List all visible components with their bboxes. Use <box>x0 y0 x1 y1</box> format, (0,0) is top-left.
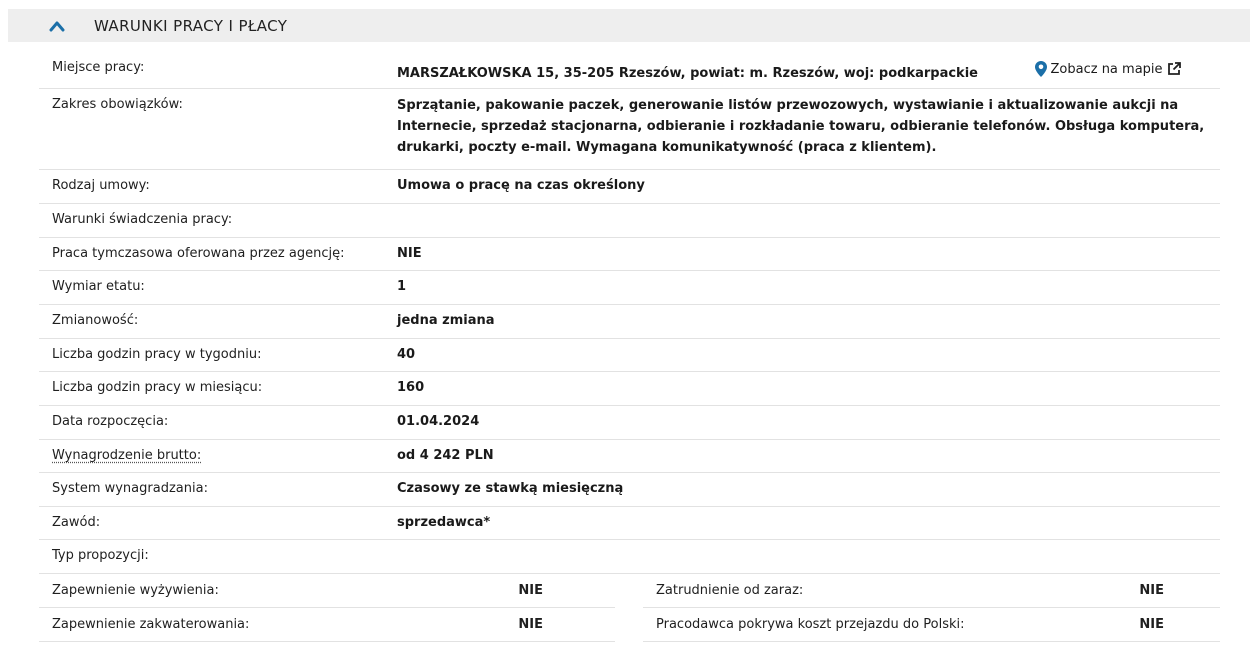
pair-value: NIE <box>1139 583 1164 598</box>
row-label: Liczba godzin pracy w tygodniu: <box>52 347 262 362</box>
row-label: Praca tymczasowa oferowana przez agencję: <box>52 246 345 261</box>
pair-value: NIE <box>1139 617 1164 632</box>
row-value: 40 <box>397 347 416 362</box>
row-temp-agency <box>39 238 1220 271</box>
row-value: Czasowy ze stawką miesięczną <box>397 481 624 496</box>
external-link-icon <box>1167 62 1181 76</box>
duties-label: Zakres obowiązków: <box>52 97 183 112</box>
row-contract-type <box>39 170 1220 204</box>
pair-label: Zapewnienie wyżywienia: <box>52 583 219 598</box>
pair-label: Zatrudnienie od zaraz: <box>656 583 804 598</box>
pairs-left <box>39 574 615 642</box>
row-label: Typ propozycji: <box>52 548 149 563</box>
row-proposal-type <box>39 540 1220 574</box>
chevron-up-icon[interactable] <box>49 18 65 34</box>
row-work-conditions <box>39 204 1220 238</box>
location-value-wrap <box>397 61 1220 81</box>
row-hours-month <box>39 372 1220 406</box>
row-salary-system <box>39 473 1220 507</box>
duties-value: Sprzątanie, pakowanie paczek, generowanie listów przewozowych, wystawianie i aktualizowanie aukcji na Internecie, sprzedaż stacjonarna, odbieranie i rozkładanie towaru, odbieranie telefonów. Obsługa komputera, drukarki, poczty e-mail. Wymagana komunikatywność (praca z klientem). <box>397 98 1205 155</box>
row-duties <box>39 89 1220 170</box>
row-label: Liczba godzin pracy w miesiącu: <box>52 380 263 395</box>
row-value: 01.04.2024 <box>397 414 480 429</box>
row-value: 160 <box>397 380 425 395</box>
row-hours-week <box>39 339 1220 372</box>
pair-item <box>39 608 615 642</box>
pairs-right <box>643 574 1220 642</box>
pair-item <box>39 574 615 608</box>
pair-value: NIE <box>518 617 543 632</box>
section-header[interactable] <box>8 9 1250 42</box>
row-location <box>39 51 1220 89</box>
row-label <box>39 448 397 463</box>
row-label: Zawód: <box>52 515 101 530</box>
row-salary <box>39 440 1220 473</box>
location-value: MARSZAŁKOWSKA 15, 35-205 Rzeszów, powiat: m. Rzeszów, woj: podkarpackie <box>397 66 978 81</box>
row-shifts <box>39 305 1220 339</box>
pair-item <box>643 608 1220 642</box>
row-value: 1 <box>397 279 407 294</box>
row-label: Data rozpoczęcia: <box>52 414 169 429</box>
pair-value: NIE <box>518 583 543 598</box>
row-value: sprzedawca* <box>397 515 491 530</box>
work-conditions-section <box>8 9 1250 649</box>
row-value: jedna zmiana <box>397 313 495 328</box>
details-list <box>39 51 1220 642</box>
pair-label: Pracodawca pokrywa koszt przejazdu do Polski: <box>656 617 965 632</box>
row-value: od 4 242 PLN <box>397 448 494 463</box>
pairs-grid <box>39 574 1220 642</box>
map-pin-icon <box>1035 61 1047 77</box>
row-label: System wynagradzania: <box>52 481 208 496</box>
pair-label: Zapewnienie zakwaterowania: <box>52 617 250 632</box>
row-label: Wymiar etatu: <box>52 279 145 294</box>
row-work-time <box>39 271 1220 305</box>
row-start-date <box>39 406 1220 440</box>
row-value: NIE <box>397 246 422 261</box>
section-title: WARUNKI PRACY I PŁACY <box>94 16 288 35</box>
row-label: Rodzaj umowy: <box>52 178 150 193</box>
row-label: Zmianowość: <box>52 313 139 328</box>
location-label: Miejsce pracy: <box>52 60 145 75</box>
map-link-text[interactable]: Zobacz na mapie <box>1050 61 1163 77</box>
salary-tooltip-trigger[interactable]: Wynagrodzenie brutto: <box>52 448 202 463</box>
row-label: Warunki świadczenia pracy: <box>52 212 233 227</box>
map-link[interactable] <box>1035 61 1181 77</box>
row-occupation <box>39 507 1220 540</box>
pair-item <box>643 574 1220 608</box>
row-value: Umowa o pracę na czas określony <box>397 178 645 193</box>
